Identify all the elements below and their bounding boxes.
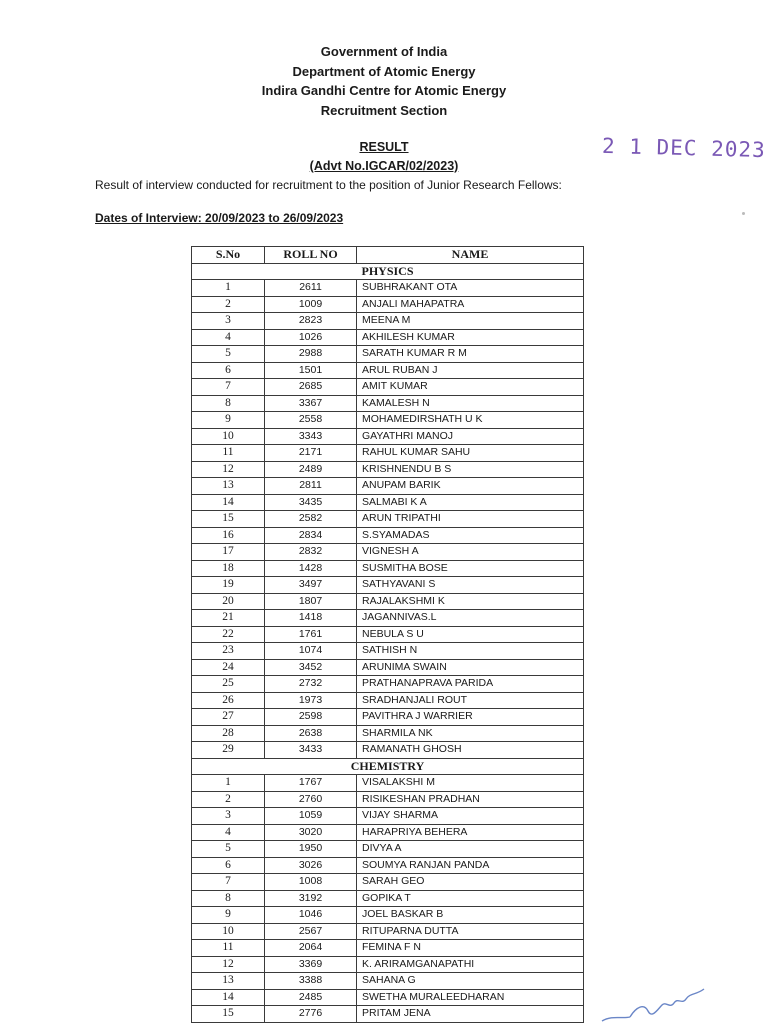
cell-sno: 4: [192, 329, 265, 346]
table-row: [192, 395, 584, 412]
table-row: [192, 989, 584, 1006]
table-row: [192, 280, 584, 297]
table-row: [192, 494, 584, 511]
table-row: [192, 857, 584, 874]
cell-roll-no: 2064: [265, 940, 357, 957]
cell-sno: 14: [192, 494, 265, 511]
cell-sno: 12: [192, 956, 265, 973]
cell-roll-no: 1059: [265, 808, 357, 825]
cell-sno: 5: [192, 346, 265, 363]
table-row: [192, 808, 584, 825]
cell-roll-no: 2558: [265, 412, 357, 429]
cell-name: PRATHANAPRAVA PARIDA: [357, 676, 584, 693]
table-row: [192, 659, 584, 676]
cell-roll-no: 3369: [265, 956, 357, 973]
table-row: [192, 676, 584, 693]
document-header: [0, 42, 768, 120]
cell-roll-no: 1761: [265, 626, 357, 643]
cell-sno: 24: [192, 659, 265, 676]
table-row: [192, 560, 584, 577]
cell-roll-no: 2582: [265, 511, 357, 528]
table-row: [192, 841, 584, 858]
cell-name: GAYATHRI MANOJ: [357, 428, 584, 445]
cell-sno: 13: [192, 973, 265, 990]
cell-name: SHARMILA NK: [357, 725, 584, 742]
cell-roll-no: 2811: [265, 478, 357, 495]
table-row: [192, 379, 584, 396]
section-title: CHEMISTRY: [192, 758, 584, 775]
cell-name: ANUPAM BARIK: [357, 478, 584, 495]
header-line-section: Recruitment Section: [320, 102, 448, 118]
cell-sno: 19: [192, 577, 265, 594]
cell-sno: 13: [192, 478, 265, 495]
table-row: [192, 973, 584, 990]
cell-name: SWETHA MURALEEDHARAN: [357, 989, 584, 1006]
cell-name: PRITAM JENA: [357, 1006, 584, 1023]
cell-sno: 14: [192, 989, 265, 1006]
cell-name: ARUL RUBAN J: [357, 362, 584, 379]
table-row: [192, 511, 584, 528]
section-header-row: [192, 758, 584, 775]
cell-roll-no: 2988: [265, 346, 357, 363]
cell-roll-no: 3192: [265, 890, 357, 907]
cell-roll-no: 2685: [265, 379, 357, 396]
cell-roll-no: 1008: [265, 874, 357, 891]
cell-roll-no: 2567: [265, 923, 357, 940]
cell-name: SARATH KUMAR R M: [357, 346, 584, 363]
cell-sno: 9: [192, 412, 265, 429]
table-row: [192, 940, 584, 957]
cell-name: KAMALESH N: [357, 395, 584, 412]
cell-roll-no: 1767: [265, 775, 357, 792]
cell-name: SRADHANJALI ROUT: [357, 692, 584, 709]
table-row: [192, 692, 584, 709]
cell-sno: 11: [192, 445, 265, 462]
cell-sno: 1: [192, 280, 265, 297]
cell-name: MEENA M: [357, 313, 584, 330]
cell-roll-no: 2598: [265, 709, 357, 726]
result-title: RESULT: [359, 140, 409, 154]
cell-name: VIJAY SHARMA: [357, 808, 584, 825]
cell-name: ARUNIMA SWAIN: [357, 659, 584, 676]
cell-name: SARAH GEO: [357, 874, 584, 891]
cell-sno: 10: [192, 428, 265, 445]
cell-name: RITUPARNA DUTTA: [357, 923, 584, 940]
cell-sno: 23: [192, 643, 265, 660]
cell-sno: 1: [192, 775, 265, 792]
table-row: [192, 296, 584, 313]
header-line-government: Government of India: [320, 44, 448, 59]
cell-sno: 27: [192, 709, 265, 726]
column-header-roll-no: ROLL NO: [265, 247, 357, 264]
cell-roll-no: 1026: [265, 329, 357, 346]
table-row: [192, 478, 584, 495]
cell-roll-no: 2489: [265, 461, 357, 478]
cell-sno: 28: [192, 725, 265, 742]
table-row: [192, 923, 584, 940]
cell-name: ARUN TRIPATHI: [357, 511, 584, 528]
cell-roll-no: 2776: [265, 1006, 357, 1023]
cell-sno: 2: [192, 296, 265, 313]
cell-sno: 16: [192, 527, 265, 544]
cell-name: S.SYAMADAS: [357, 527, 584, 544]
table-row: [192, 890, 584, 907]
cell-name: K. ARIRAMGANAPATHI: [357, 956, 584, 973]
cell-roll-no: 2732: [265, 676, 357, 693]
cell-name: JAGANNIVAS.L: [357, 610, 584, 627]
cell-roll-no: 3452: [265, 659, 357, 676]
table-row: [192, 610, 584, 627]
cell-name: VISALAKSHI M: [357, 775, 584, 792]
cell-roll-no: 3433: [265, 742, 357, 759]
cell-name: RAMANATH GHOSH: [357, 742, 584, 759]
cell-name: VIGNESH A: [357, 544, 584, 561]
table-row: [192, 346, 584, 363]
column-header-name: NAME: [357, 247, 584, 264]
cell-sno: 7: [192, 874, 265, 891]
cell-roll-no: 1418: [265, 610, 357, 627]
cell-sno: 12: [192, 461, 265, 478]
cell-sno: 2: [192, 791, 265, 808]
cell-name: FEMINA F N: [357, 940, 584, 957]
cell-sno: 15: [192, 511, 265, 528]
cell-sno: 17: [192, 544, 265, 561]
cell-sno: 22: [192, 626, 265, 643]
table-row: [192, 775, 584, 792]
cell-name: SOUMYA RANJAN PANDA: [357, 857, 584, 874]
cell-sno: 29: [192, 742, 265, 759]
table-row: [192, 791, 584, 808]
cell-name: SALMABI K A: [357, 494, 584, 511]
cell-roll-no: 2760: [265, 791, 357, 808]
cell-name: PAVITHRA J WARRIER: [357, 709, 584, 726]
table-row: [192, 725, 584, 742]
cell-name: DIVYA A: [357, 841, 584, 858]
header-line-centre: Indira Gandhi Centre for Atomic Energy: [261, 83, 507, 98]
cell-roll-no: 2611: [265, 280, 357, 297]
cell-name: KRISHNENDU B S: [357, 461, 584, 478]
date-stamp: 2 1 DEC 2023: [601, 133, 767, 163]
cell-sno: 25: [192, 676, 265, 693]
result-table: [191, 246, 584, 1023]
table-row: [192, 362, 584, 379]
table-row: [192, 824, 584, 841]
cell-sno: 5: [192, 841, 265, 858]
cell-sno: 21: [192, 610, 265, 627]
table-row: [192, 742, 584, 759]
cell-roll-no: 2834: [265, 527, 357, 544]
cell-roll-no: 3026: [265, 857, 357, 874]
cell-sno: 11: [192, 940, 265, 957]
table-row: [192, 461, 584, 478]
intro-text: Result of interview conducted for recruitment to the position of Junior Research Fellows:: [95, 178, 562, 192]
cell-sno: 26: [192, 692, 265, 709]
table-row: [192, 527, 584, 544]
cell-name: RAHUL KUMAR SAHU: [357, 445, 584, 462]
table-row: [192, 428, 584, 445]
cell-name: SUSMITHA BOSE: [357, 560, 584, 577]
cell-name: MOHAMEDIRSHATH U K: [357, 412, 584, 429]
cell-sno: 6: [192, 362, 265, 379]
table-row: [192, 577, 584, 594]
interview-dates: Dates of Interview: 20/09/2023 to 26/09/2023: [95, 211, 344, 225]
table-row: [192, 313, 584, 330]
cell-sno: 15: [192, 1006, 265, 1023]
cell-name: RISIKESHAN PRADHAN: [357, 791, 584, 808]
table-row: [192, 907, 584, 924]
table-row: [192, 1006, 584, 1023]
cell-sno: 6: [192, 857, 265, 874]
cell-name: NEBULA S U: [357, 626, 584, 643]
table-row: [192, 643, 584, 660]
table-row: [192, 709, 584, 726]
cell-roll-no: 3343: [265, 428, 357, 445]
cell-roll-no: 2823: [265, 313, 357, 330]
cell-sno: 7: [192, 379, 265, 396]
table-row: [192, 445, 584, 462]
table-row: [192, 412, 584, 429]
table-row: [192, 956, 584, 973]
cell-name: AKHILESH KUMAR: [357, 329, 584, 346]
cell-name: SAHANA G: [357, 973, 584, 990]
cell-roll-no: 1807: [265, 593, 357, 610]
cell-roll-no: 2638: [265, 725, 357, 742]
cell-name: RAJALAKSHMI K: [357, 593, 584, 610]
cell-name: SUBHRAKANT OTA: [357, 280, 584, 297]
cell-sno: 20: [192, 593, 265, 610]
cell-name: AMIT KUMAR: [357, 379, 584, 396]
cell-roll-no: 1501: [265, 362, 357, 379]
cell-roll-no: 1428: [265, 560, 357, 577]
cell-name: JOEL BASKAR B: [357, 907, 584, 924]
cell-roll-no: 1950: [265, 841, 357, 858]
cell-name: SATHISH N: [357, 643, 584, 660]
cell-roll-no: 1074: [265, 643, 357, 660]
section-title: PHYSICS: [192, 263, 584, 280]
table-row: [192, 626, 584, 643]
cell-sno: 10: [192, 923, 265, 940]
cell-roll-no: 3367: [265, 395, 357, 412]
advertisement-number: (Advt No.IGCAR/02/2023): [309, 159, 459, 173]
cell-sno: 8: [192, 395, 265, 412]
cell-sno: 18: [192, 560, 265, 577]
cell-roll-no: 3497: [265, 577, 357, 594]
cell-name: HARAPRIYA BEHERA: [357, 824, 584, 841]
cell-sno: 3: [192, 313, 265, 330]
cell-roll-no: 1009: [265, 296, 357, 313]
cell-name: SATHYAVANI S: [357, 577, 584, 594]
header-line-department: Department of Atomic Energy: [292, 63, 476, 79]
cell-roll-no: 3020: [265, 824, 357, 841]
table-row: [192, 593, 584, 610]
cell-roll-no: 3435: [265, 494, 357, 511]
table-body: [192, 263, 584, 1022]
cell-sno: 4: [192, 824, 265, 841]
cell-sno: 3: [192, 808, 265, 825]
table-header-row: [192, 247, 584, 264]
table-row: [192, 544, 584, 561]
cell-name: GOPIKA T: [357, 890, 584, 907]
cell-roll-no: 2832: [265, 544, 357, 561]
table-row: [192, 329, 584, 346]
cell-roll-no: 1973: [265, 692, 357, 709]
table-row: [192, 874, 584, 891]
cell-roll-no: 2171: [265, 445, 357, 462]
section-header-row: [192, 263, 584, 280]
column-header-sno: S.No: [192, 247, 265, 264]
cell-sno: 8: [192, 890, 265, 907]
cell-roll-no: 2485: [265, 989, 357, 1006]
cell-sno: 9: [192, 907, 265, 924]
cell-roll-no: 3388: [265, 973, 357, 990]
scan-speck: [742, 212, 745, 215]
cell-roll-no: 1046: [265, 907, 357, 924]
cell-name: ANJALI MAHAPATRA: [357, 296, 584, 313]
signature: [600, 985, 720, 1025]
